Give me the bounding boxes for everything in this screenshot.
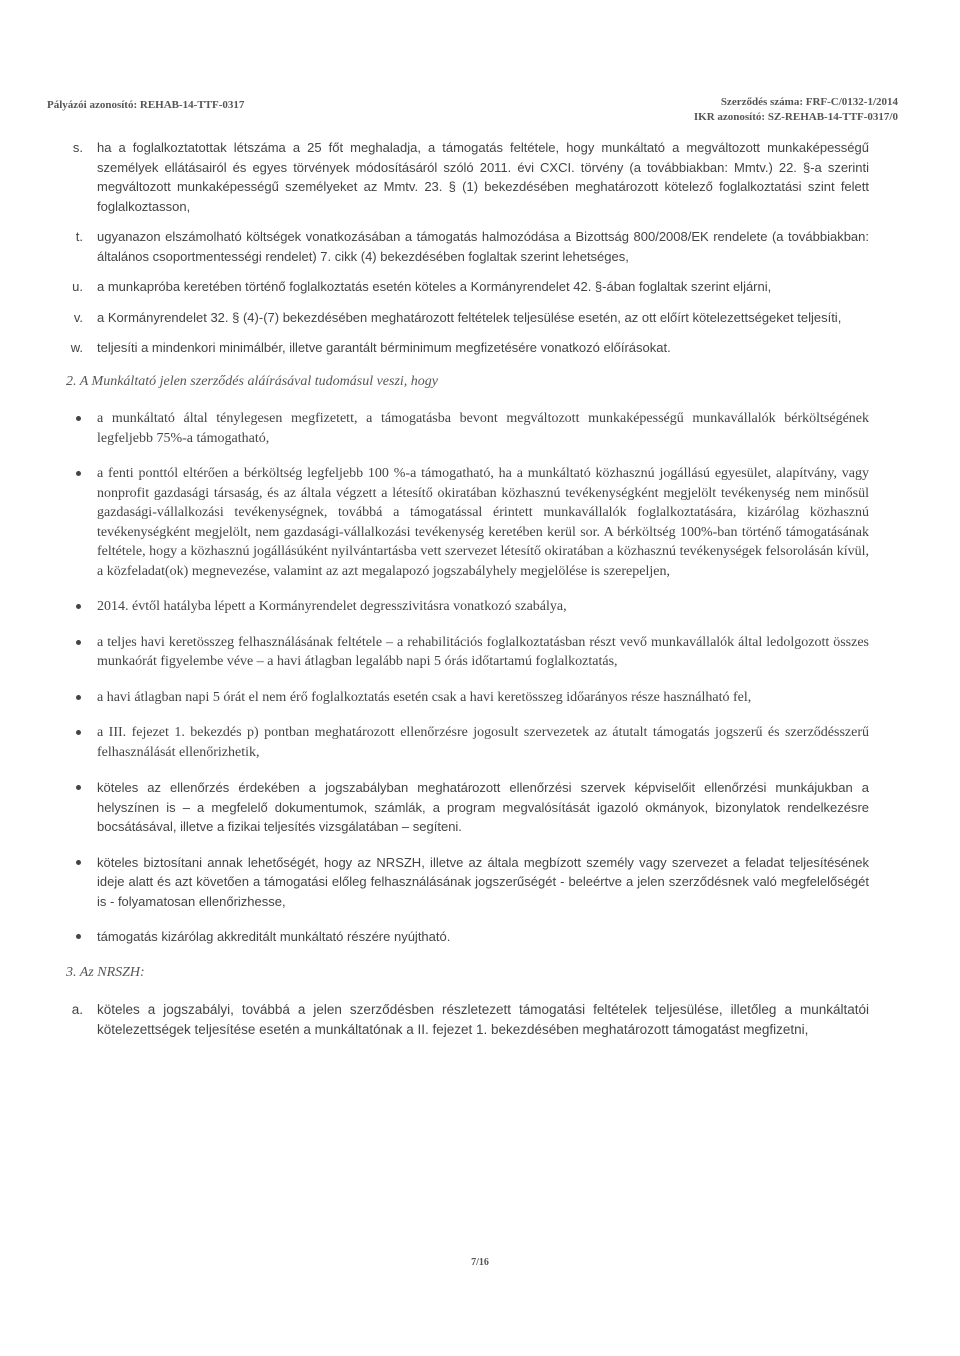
bullet-item: a havi átlagban napi 5 órát el nem érő foglalkoztatás esetén csak a havi keretösszeg időarányos része használható fel, — [64, 688, 869, 708]
bullet-item: köteles biztosítani annak lehetőségét, hogy az NRSZH, illetve az általa megbízott személy vagy szervezet a feladat teljesítésének ideje alatt és azt követően a támogatási előleg felhasználásának jogszerűségét - beleértve a jelen szerződésnek való megfelelőségét is - folyamatosan ellenőrizhesse, — [64, 853, 869, 912]
bullet-item: támogatás kizárólag akkreditált munkáltató részére nyújtható. — [64, 927, 869, 947]
bullet-icon — [76, 785, 81, 790]
item-text: ugyanazon elszámolható költségek vonatkozásában a támogatás halmozódása a Bizottság 800/2008/EK rendelete (a továbbiakban: általános csoportmentességi rendelet) 7. cikk (4) bekezdésében foglaltak szerint lehetséges, — [97, 229, 869, 264]
item-marker: s. — [72, 140, 83, 155]
header-applicant-id: Pályázói azonosító: REHAB-14-TTF-0317 — [47, 99, 245, 111]
item-text: a Kormányrendelet 32. § (4)-(7) bekezdésében meghatározott feltételek teljesülése esetén, az ott előírt kötelezettségeket teljesíti, — [97, 309, 842, 325]
bullet-icon — [76, 604, 81, 609]
bullet-item: a fenti ponttól eltérően a bérköltség legfeljebb 100 %-a támogatható, ha a munkáltató közhasznú jogállású egyesület, alapítvány, vagy nonprofit gazdasági társaság, és az általa végzett a létesítő okiratában közhasznú tevékenységként megjelölt tevékenység nem minősül gazdasági-vállalkozási tevékenységnek, továbbá a támogatással érintett munkavállalók foglalkoztatására, kizárólag közhasznú tevékenységként megjelölt, nem gazdasági-vállalkozási tevékenység keretében kerül sor. A bérköltség 100%-ban történő támogatásának feltétele, hogy a közhasznú jogállásúként nyilvántartásba vett szervezet létesítő okiratában a közhasznú tevékenységek felsorolásán kívül, a közfeladat(ok) megnevezése, valamint az azt megalapozó jogszabályhely megjelölése is szerepeljen, — [64, 464, 869, 581]
bullet-icon — [76, 640, 81, 645]
section-3-heading: 3. Az NRSZH: — [66, 964, 145, 980]
item-text: köteles a jogszabályi, továbbá a jelen szerződésben részletezett támogatási feltételek teljesülése, illetőleg a munkáltatói kötelezettségek teljesítése esetén a munkáltatónak a II. fejezet 1. bekezdésében meghatározott támogatást megfizetni, — [97, 1002, 869, 1037]
ikr-id: IKR azonosító: SZ-REHAB-14-TTF-0317/0 — [693, 111, 898, 123]
list-item — [64, 338, 869, 358]
list-item — [64, 308, 869, 328]
bullet-icon — [76, 934, 81, 939]
item-marker: t. — [75, 229, 83, 244]
item-text: ha a foglalkoztatottak létszáma a 25 főt meghaladja, a támogatás feltétele, hogy munkáltató a megváltozott munkaképességű személyek ellátásairól és egyes törvények módosításáról szóló 2011. évi CXCI. törvény (a továbbiakban: Mmtv.) 22. §-a szerinti megváltozott munkaképességű személyeket az Mmtv. 23. § (1) bekezdésében meghatározott kötelező foglalkoztatási szint felett foglalkoztasson, — [97, 140, 869, 214]
list-item — [64, 227, 869, 266]
list-item — [64, 138, 869, 216]
item-marker: w. — [70, 340, 83, 355]
bullet-icon — [76, 416, 81, 421]
item-marker: a. — [71, 1002, 83, 1017]
bullet-item: a munkáltató által ténylegesen megfizetett, a támogatásba bevont megváltozott munkaképességű munkavállalók bérköltségének legfeljebb 75%-a támogatható, — [64, 409, 869, 448]
bullet-item: a teljes havi keretösszeg felhasználásának feltétele – a rehabilitációs foglalkoztatásban részt vevő munkavállalók által ledolgozott összes munkaórát figyelembe véve – a havi átlagban legalább napi 5 órás időtartamú foglalkoztatás, — [64, 633, 869, 672]
list-item — [64, 277, 869, 297]
bullet-icon — [76, 860, 81, 865]
item-marker: v. — [73, 309, 83, 325]
document-body — [64, 138, 869, 1049]
item-text: a munkapróba keretében történő foglalkoztatás esetén köteles a Kormányrendelet 42. §-ában foglaltak szerint eljárni, — [97, 279, 772, 294]
bullet-item: köteles az ellenőrzés érdekében a jogszabályban meghatározott ellenőrzési szervek képviselőit ellenőrzési munkájukban a helyszínen is – a megfelelő dokumentumok, számlák, a program megvalósítását igazoló okmányok, bizonylatok rendelkezésre bocsátásával, illetve a fizikai teljesítés vizsgálatában – segíteni. — [64, 778, 869, 837]
contract-number: Szerződés száma: FRF-C/0132-1/2014 — [720, 96, 898, 108]
bullet-icon — [76, 695, 81, 700]
section-2-heading: 2. A Munkáltató jelen szerződés aláírásával tudomásul veszi, hogy — [66, 373, 439, 389]
header-contract-ids — [694, 95, 898, 125]
bullet-icon — [76, 730, 81, 735]
sub-list-item — [64, 1000, 869, 1039]
item-text: teljesíti a mindenkori minimálbér, illetve garantált bérminimum megfizetésére vonatkozó előírásokat. — [97, 340, 671, 355]
item-marker: u. — [72, 279, 83, 294]
bullet-icon — [76, 471, 81, 476]
bullet-item: 2014. évtől hatályba lépett a Kormányrendelet degresszivitásra vonatkozó szabálya, — [64, 597, 869, 617]
bullet-item: a III. fejezet 1. bekezdés p) pontban meghatározott ellenőrzésre jogosult szervezetek az átutalt támogatás jogszerű és szerződésszerű felhasználását ellenőrizhetik, — [64, 723, 869, 762]
page-number: 7/16 — [471, 1257, 489, 1268]
